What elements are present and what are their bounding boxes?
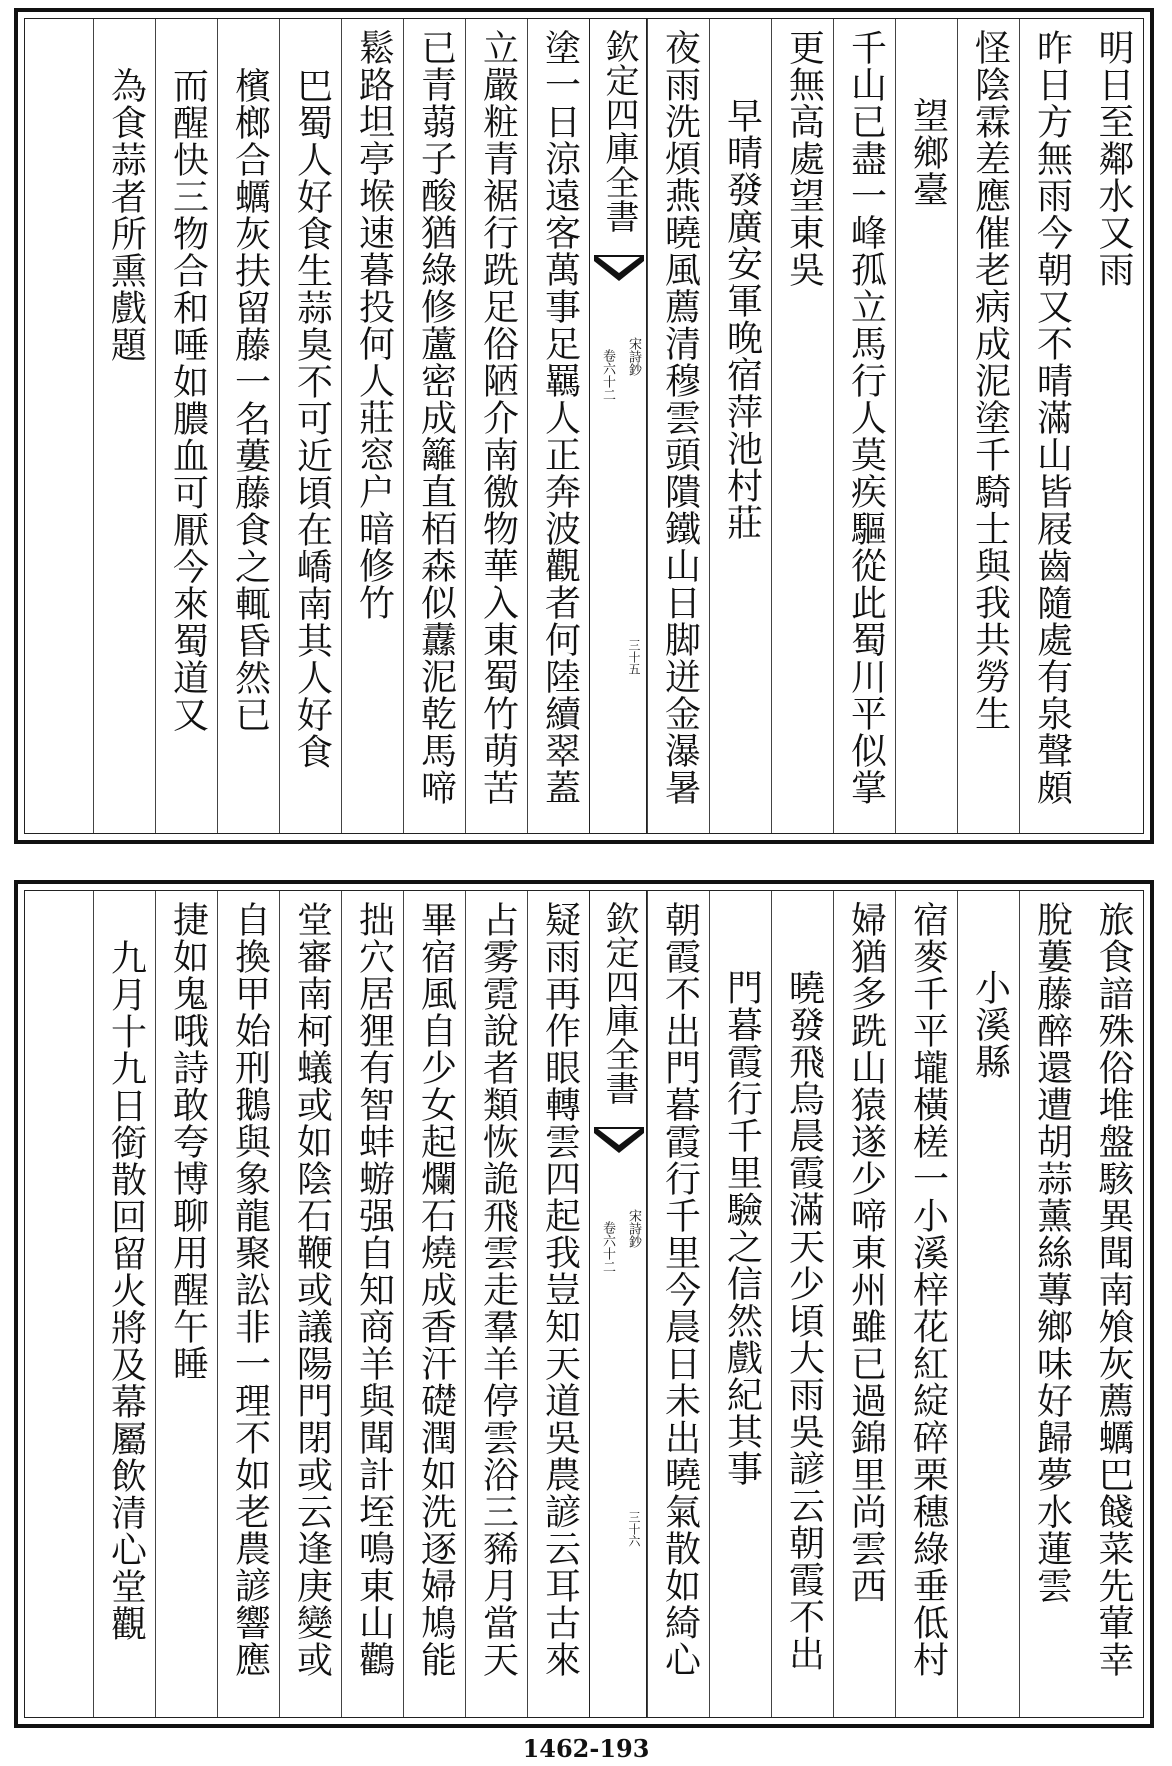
column-text: 婦猶多跣山猿遂少啼東州雖已過錦里尚雲西 (845, 901, 887, 1604)
juan-number: 卷六十二 (600, 1221, 615, 1273)
column-text: 夜雨洗煩燕曉風薦清穆雲頭隤鐵山日脚迸金瀑暑 (659, 29, 701, 806)
folio-number: 三十六 (627, 1511, 641, 1547)
column-text: 檳榔合蠣灰扶留藤一名蔞藤食之輒昏然已 (229, 67, 271, 733)
column-text: 旅食諳殊俗堆盤駭異聞南飧灰薦蠣巴餞菜先葷幸 (1093, 901, 1134, 1678)
text-column (895, 19, 957, 833)
text-column (527, 891, 589, 1717)
text-column (155, 19, 217, 833)
column-text: 門暮霞行千里驗之信然戲紀其事 (721, 969, 763, 1487)
column-text: 曉發飛烏晨霞滿天少頃大雨吳諺云朝霞不出 (783, 969, 825, 1672)
text-column (833, 19, 895, 833)
column-text: 占雾霓說者類恢詭飛雲走羣羊停雲浴三豨月當天 (477, 901, 519, 1678)
section-name: 宋詩鈔 (626, 1209, 641, 1248)
text-column (341, 891, 403, 1717)
column-text: 更無高處望東吳 (783, 29, 825, 288)
text-column (217, 19, 279, 833)
bottom-page (14, 880, 1154, 1728)
text-column (1081, 891, 1143, 1717)
column-text: 朝霞不出門暮霞行千里今晨日未出曉氣散如綺心 (659, 901, 701, 1678)
text-column (647, 891, 709, 1717)
column-text: 疑雨再作眼轉雲四起我豈知天道吳農諺云耳古來 (539, 901, 581, 1678)
column-text: 已青蒻子酸猶綠修蘆密成籬直栢森似纛泥乾馬啼 (415, 29, 457, 806)
text-column (465, 19, 527, 833)
text-column (833, 891, 895, 1717)
text-column (647, 19, 709, 833)
folio-number: 三十五 (627, 639, 641, 675)
text-column (527, 19, 589, 833)
juan-number: 卷六十二 (600, 349, 615, 401)
column-text: 脫蔞藤醉還遭胡蒜薰絲蓴鄉味好歸夢水蓮雲 (1031, 901, 1073, 1604)
text-column (957, 19, 1019, 833)
text-column (403, 891, 465, 1717)
text-column (217, 891, 279, 1717)
column-text: 捷如鬼哦詩敢夸博聊用醒午睡 (167, 901, 209, 1382)
text-column (465, 891, 527, 1717)
column-text: 塗一日涼遠客萬事足羈人正奔波觀者何陸續翠蓋 (539, 29, 581, 806)
top-page (14, 8, 1154, 844)
text-column (771, 19, 833, 833)
column-text: 鬆路坦亭堠速暮投何人莊窓户暗修竹 (353, 29, 395, 621)
page-code: 1462-193 (522, 1734, 650, 1763)
text-column (771, 891, 833, 1717)
text-column (155, 891, 217, 1717)
text-column (957, 891, 1019, 1717)
text-column (341, 19, 403, 833)
column-text: 望鄉臺 (907, 97, 949, 208)
column-text: 怪陰霖差應催老病成泥塗千騎士與我共勞生 (969, 29, 1011, 732)
column-text: 為食蒜者所熏戲題 (105, 67, 147, 363)
text-column (709, 891, 771, 1717)
column-text: 小溪縣 (969, 969, 1011, 1080)
column-text: 早晴發廣安軍晚宿萍池村莊 (721, 97, 763, 541)
column-text: 巴蜀人好食生蒜臭不可近頃在嶠南其人好食 (291, 67, 333, 770)
top-page-frame (24, 18, 1144, 834)
text-column (279, 19, 341, 833)
text-column (93, 19, 155, 833)
fishtail-mark-icon (594, 255, 644, 283)
book-title: 欽定四庫全書 (599, 29, 639, 233)
column-text: 立嚴粧青裾行跣足俗陋介南徼物華入東蜀竹萌苦 (477, 29, 519, 806)
fishtail-mark-icon (594, 1127, 644, 1155)
column-text: 昨日方無雨今朝又不晴滿山皆屐齒隨處有泉聲頗 (1031, 29, 1073, 806)
book-spine (589, 891, 647, 1717)
column-text: 拙穴居狸有智蚌蝣强自知商羊與聞計垤鳴東山鸛 (353, 901, 395, 1678)
text-column (1019, 19, 1081, 833)
column-text: 畢宿風自少女起爛石燒成香汗礎潤如洗逐婦鳩能 (415, 901, 457, 1678)
section-name: 宋詩鈔 (626, 337, 641, 376)
column-text: 千山已盡一峰孤立馬行人莫疾驅從此蜀川平似掌 (845, 29, 887, 806)
column-text: 宿麥千平壠橫槎一小溪梓花紅綻碎栗穗綠垂低村 (907, 901, 949, 1678)
column-text: 而醒快三物合和唾如膿血可厭今來蜀道又 (167, 67, 209, 733)
text-column (93, 891, 155, 1717)
column-text: 堂審南柯蟻或如陰石鞭或議陽門閉或云逢庚變或 (291, 901, 333, 1678)
bottom-page-frame (24, 890, 1144, 1718)
column-text: 九月十九日銜散回留火將及幕屬飲清心堂觀 (105, 939, 147, 1642)
text-column (709, 19, 771, 833)
text-column (1081, 19, 1143, 833)
column-text: 明日至鄰水又雨 (1093, 29, 1134, 288)
book-spine (589, 19, 647, 833)
text-column (403, 19, 465, 833)
column-text: 自換甲始刑鵝與象龍聚訟非一理不如老農諺響應 (229, 901, 271, 1678)
text-column (895, 891, 957, 1717)
text-column (1019, 891, 1081, 1717)
book-title: 欽定四庫全書 (599, 901, 639, 1105)
text-column (279, 891, 341, 1717)
